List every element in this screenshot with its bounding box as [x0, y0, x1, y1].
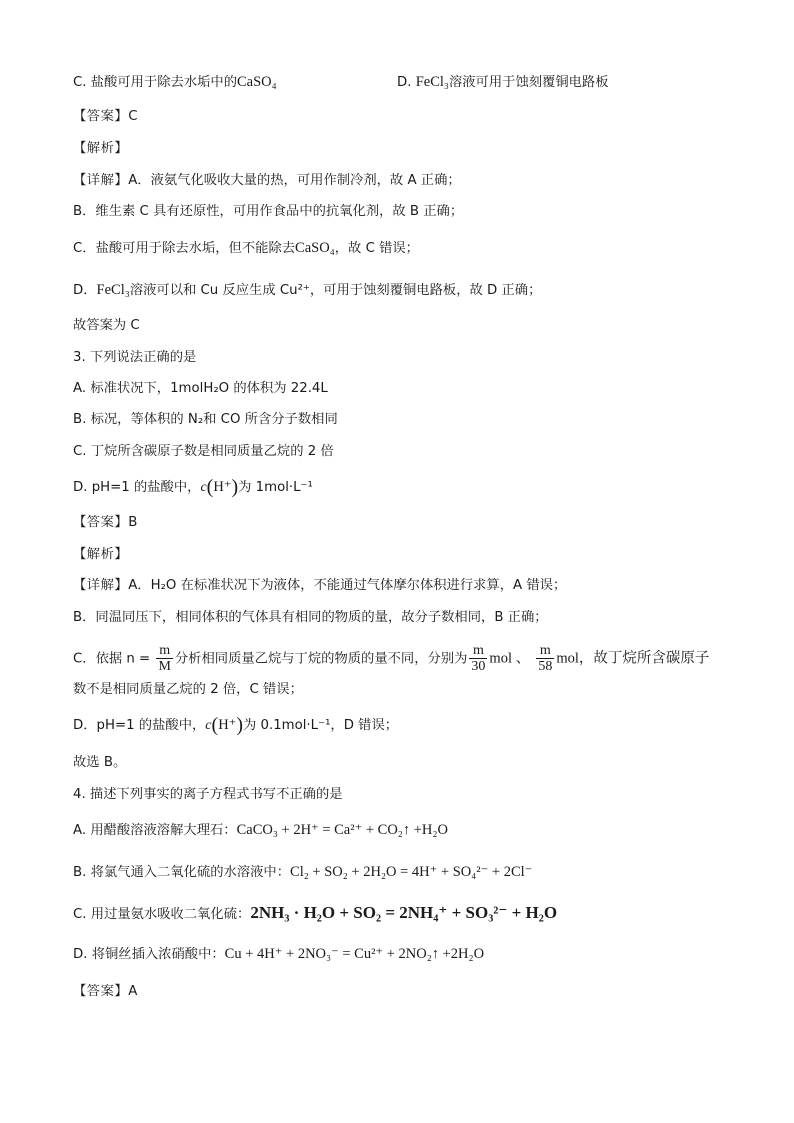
q3-option-b: B. 标况，等体积的 N₂和 CO 所含分子数相同	[73, 412, 338, 427]
fraction-m-over-30: $\frac{m}{30}$	[471, 643, 486, 674]
q3-stem: 3. 下列说法正确的是	[73, 350, 197, 365]
q2-detail-b: B．维生素 C 具有还原性，可用作食品中的抗氧化剂，故 B 正确；	[73, 204, 464, 219]
q3-detail-b: B．同温同压下，相同体积的气体具有相同的物质的量，故分子数相同，B 正确；	[73, 610, 548, 625]
q3-detail-d: D．pH=1 的盐酸中，c(H⁺)为 0.1mol·L⁻¹，D 错误；	[73, 714, 399, 736]
q3-answer: 【答案】B	[73, 515, 138, 530]
q4-option-c: C. 用过量氨水吸收二氧化硫：2NH₃ · H₂O + SO₂ = 2NH₄⁺ + SO₃²⁻ + H₂O	[73, 903, 558, 922]
q3-detail-c-cont: 数不是相同质量乙烷的 2 倍，C 错误；	[73, 682, 303, 697]
q4-option-d: D. 将铜丝插入浓硝酸中：Cu + 4H⁺ + 2NO₃⁻ = Cu²⁺ + 2NO₂↑ +2H₂O	[73, 946, 485, 962]
q2-conclusion: 故答案为 C	[73, 318, 140, 333]
q3-analysis-heading: 【解析】	[73, 547, 129, 562]
q2-detail-a: 【详解】A．液氨气化吸收大量的热，可用作制冷剂，故 A 正确；	[73, 173, 461, 188]
q3-option-a: A. 标准状况下，1molH₂O 的体积为 22.4L	[73, 381, 328, 396]
q2-detail-d: D．FeCl₃溶液可以和 Cu 反应生成 Cu²⁺，可用于蚀刻覆铜电路板，故 D 正确；	[73, 282, 542, 298]
q2-analysis-heading: 【解析】	[73, 141, 129, 156]
fraction-m-over-58: $\frac{m}{58}$	[538, 643, 553, 674]
q3-option-c: C. 丁烷所含碳原子数是相同质量乙烷的 2 倍	[73, 444, 334, 459]
q2-option-d: D. FeCl₃溶液可用于蚀刻覆铜电路板	[397, 74, 609, 90]
q4-stem: 4. 描述下列事实的离子方程式书写不正确的是	[73, 787, 343, 802]
q3-option-d: D. pH=1 的盐酸中，c(H⁺)为 1mol·L⁻¹	[73, 476, 313, 498]
q2-answer: 【答案】C	[73, 109, 138, 124]
q2-option-c: C. 盐酸可用于除去水垢中的CaSO₄	[73, 74, 277, 90]
q4-option-b: B. 将氯气通入二氧化硫的水溶液中：Cl₂ + SO₂ + 2H₂O = 4H⁺ + SO₄²⁻ + 2Cl⁻	[73, 864, 533, 880]
q3-detail-a: 【详解】A．H₂O 在标准状况下为液体，不能通过气体摩尔体积进行求算，A 错误；	[73, 578, 567, 593]
fraction-m-over-M: $\frac{m}{M}$	[158, 643, 171, 674]
q2-detail-c: C．盐酸可用于除去水垢，但不能除去CaSO₄，故 C 错误；	[73, 240, 419, 256]
q3-detail-c: C．依据 n = $\frac{m}{M}$ 分析相同质量乙烷与丁烷的物质的量不同，分别为 $\frac{m}{30}$ mol 、 $\frac{m}{58}$ mol，故丁烷所含碳原子	[73, 643, 710, 674]
q4-answer: 【答案】A	[73, 984, 138, 999]
q4-option-a: A. 用醋酸溶液溶解大理石：CaCO₃ + 2H⁺ = Ca²⁺ + CO₂↑ +H₂O	[73, 822, 448, 838]
q3-conclusion: 故选 B。	[73, 755, 127, 770]
